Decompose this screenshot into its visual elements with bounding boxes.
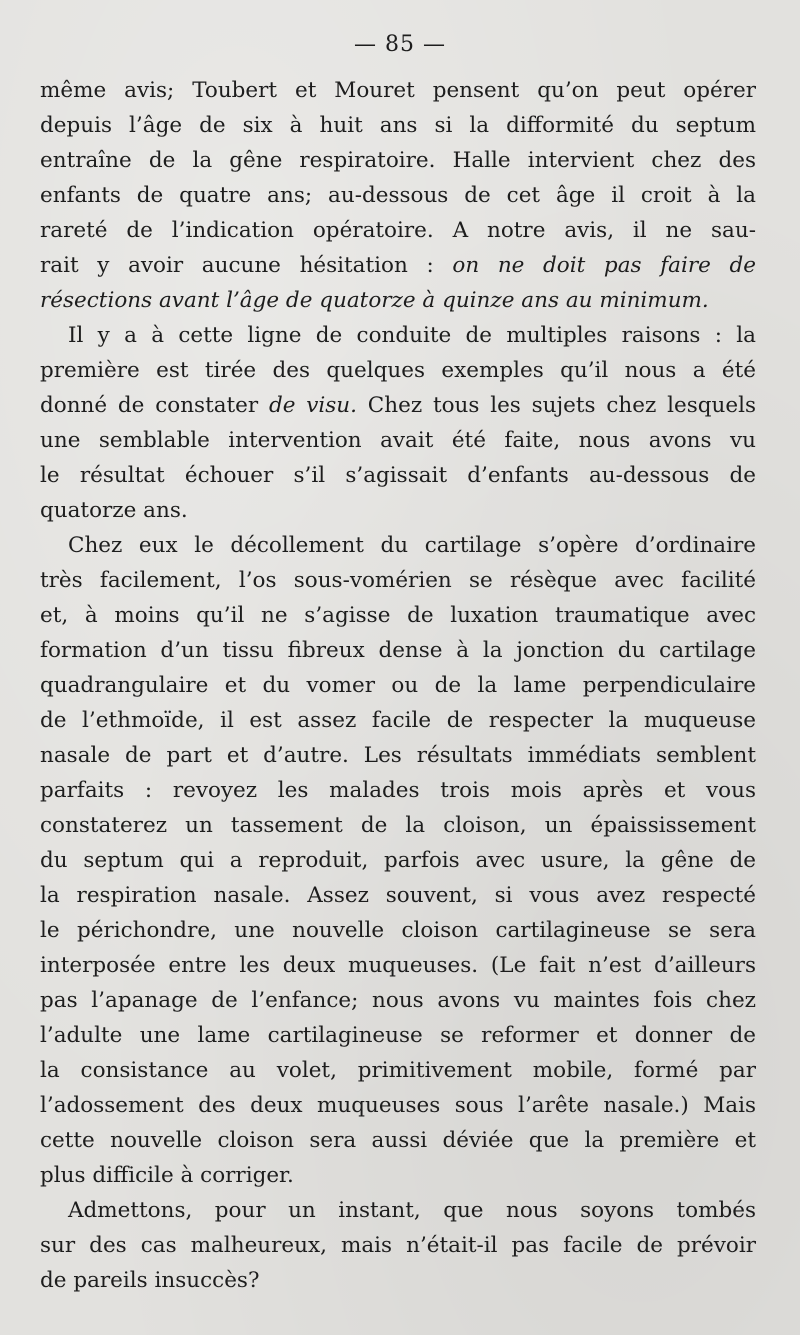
line-text: sur des cas malheureux, mais n’était-il pas facile de prévoir [40, 1233, 756, 1258]
text-line [40, 668, 756, 703]
line-text: quatorze ans. [40, 498, 188, 523]
text-line [40, 948, 756, 983]
text-line [40, 738, 756, 773]
text-line [40, 1123, 756, 1158]
text-line [40, 178, 756, 213]
text-line [40, 1053, 756, 1088]
line-text: constaterez un tassement de la cloison, un épaississement [40, 813, 756, 838]
italic-text: de visu. [268, 393, 357, 418]
line-text: de pareils insuccès? [40, 1268, 260, 1293]
line-text: pas l’apanage de l’enfance; nous avons vu maintes fois chez [40, 988, 756, 1013]
line-text: le périchondre, une nouvelle cloison cartilagineuse se sera [40, 918, 756, 943]
line-text: entraîne de la gêne respiratoire. Halle intervient chez des [40, 148, 756, 173]
line-text: rareté de l’indication opératoire. A notre avis, il ne sau- [40, 218, 756, 243]
line-text: très facilement, l’os sous-vomérien se résèque avec facilité [40, 568, 756, 593]
paragraph [40, 528, 756, 1193]
text-line [40, 808, 756, 843]
line-text: Chez eux le décollement du cartilage s’opère d’ordinaire [68, 533, 756, 558]
text-line [40, 1088, 756, 1123]
text-line [40, 1018, 756, 1053]
line-text: depuis l’âge de six à huit ans si la difformité du septum [40, 113, 756, 138]
line-text: même avis; Toubert et Mouret pensent qu’on peut opérer [40, 78, 756, 103]
paragraph [40, 1193, 756, 1298]
line-text: l’adulte une lame cartilagineuse se reformer et donner de [40, 1023, 756, 1048]
italic-text: résections avant l’âge de quatorze à quinze ans au minimum. [40, 288, 709, 313]
text-line [40, 248, 756, 283]
line-text: Chez tous les sujets chez lesquels [357, 393, 756, 418]
paragraph [40, 318, 756, 528]
text-line [40, 318, 756, 353]
text-line [40, 143, 756, 178]
line-text: Admettons, pour un instant, que nous soyons tombés [68, 1198, 756, 1223]
text-line [40, 913, 756, 948]
text-line [40, 108, 756, 143]
text-line [40, 563, 756, 598]
text-line [40, 213, 756, 248]
line-text: cette nouvelle cloison sera aussi déviée que la première et [40, 1128, 756, 1153]
text-line [40, 703, 756, 738]
text-line [40, 773, 756, 808]
line-text: le résultat échouer s’il s’agissait d’enfants au-dessous de [40, 463, 756, 488]
line-text: la consistance au volet, primitivement mobile, formé par [40, 1058, 756, 1083]
line-text: l’adossement des deux muqueuses sous l’arête nasale.) Mais [40, 1093, 756, 1118]
text-line [40, 878, 756, 913]
text-line [40, 1158, 756, 1193]
line-text: formation d’un tissu fibreux dense à la jonction du cartilage [40, 638, 756, 663]
text-line [40, 598, 756, 633]
text-line [40, 493, 756, 528]
line-text: interposée entre les deux muqueuses. (Le fait n’est d’ailleurs [40, 953, 756, 978]
text-line [40, 1228, 756, 1263]
line-text: plus difficile à corriger. [40, 1163, 294, 1188]
text-line [40, 283, 756, 318]
line-text: de l’ethmoïde, il est assez facile de respecter la muqueuse [40, 708, 756, 733]
page-number: — 85 — [354, 32, 446, 57]
line-text: rait y avoir aucune hésitation : [40, 253, 453, 278]
line-text: Il y a à cette ligne de conduite de multiples raisons : la [68, 323, 756, 348]
body-text [40, 73, 756, 1298]
paragraph [40, 73, 756, 318]
line-text: et, à moins qu’il ne s’agisse de luxation traumatique avec [40, 603, 756, 628]
text-line [40, 388, 756, 423]
text-line [40, 983, 756, 1018]
text-line [40, 73, 756, 108]
text-line [40, 458, 756, 493]
text-line [40, 1263, 756, 1298]
line-text: une semblable intervention avait été faite, nous avons vu [40, 428, 756, 453]
line-text: la respiration nasale. Assez souvent, si vous avez respecté [40, 883, 756, 908]
text-line [40, 843, 756, 878]
text-line [40, 1193, 756, 1228]
line-text: quadrangulaire et du vomer ou de la lame perpendiculaire [40, 673, 756, 698]
text-line [40, 528, 756, 563]
line-text: enfants de quatre ans; au-dessous de cet âge il croit à la [40, 183, 756, 208]
text-line [40, 633, 756, 668]
text-line [40, 353, 756, 388]
italic-text: on ne doit pas faire de [452, 253, 756, 278]
text-line [40, 423, 756, 458]
line-text: première est tirée des quelques exemples qu’il nous a été [40, 358, 756, 383]
line-text: parfaits : revoyez les malades trois mois après et vous [40, 778, 756, 803]
line-text: donné de constater [40, 393, 269, 418]
line-text: nasale de part et d’autre. Les résultats immédiats semblent [40, 743, 756, 768]
line-text: du septum qui a reproduit, parfois avec usure, la gêne de [40, 848, 756, 873]
